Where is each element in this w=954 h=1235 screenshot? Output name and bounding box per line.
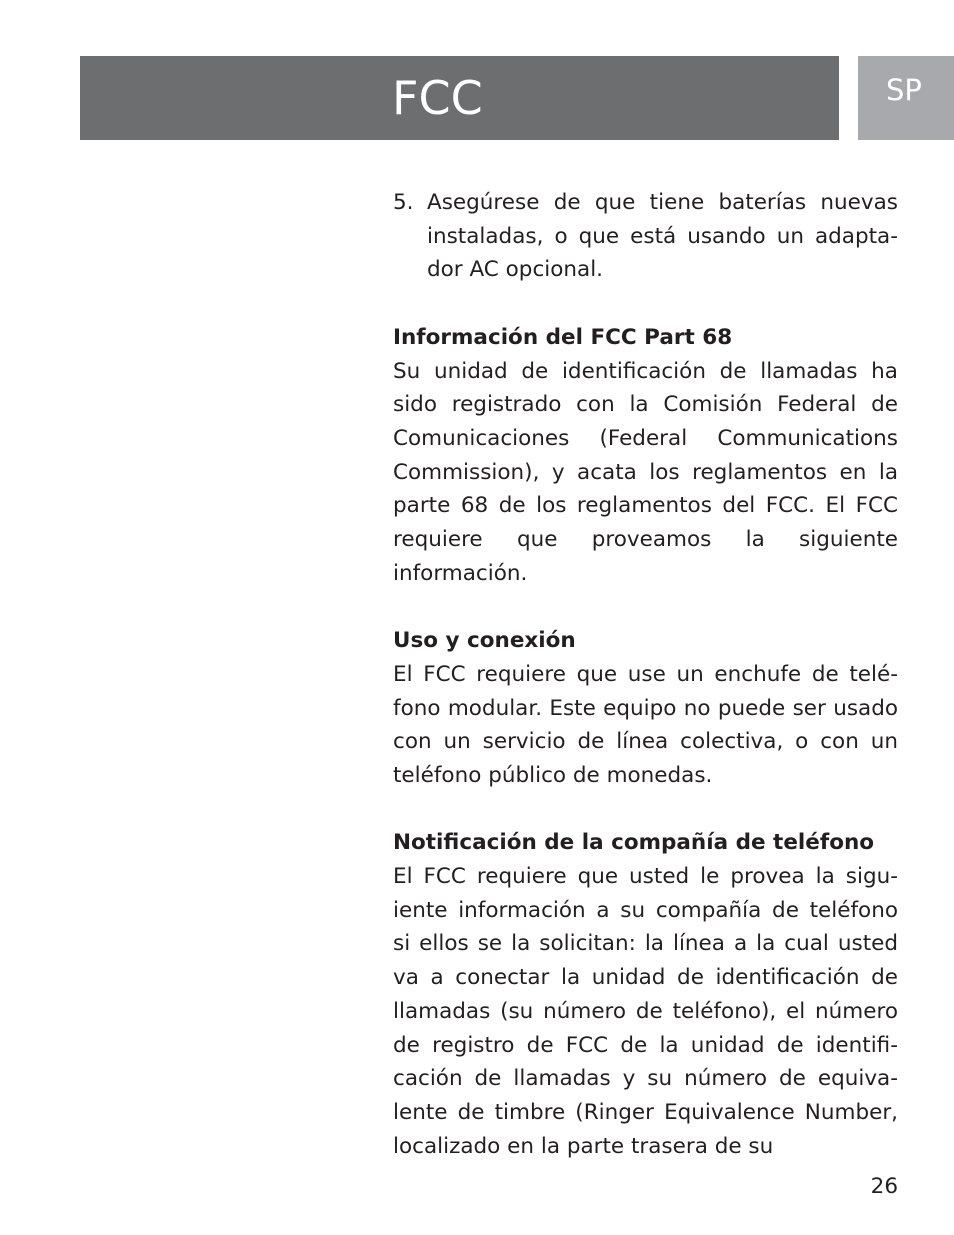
section-fcc-part-68 xyxy=(393,321,898,591)
page-title: FCC xyxy=(392,71,483,125)
section-body: El FCC requiere que use un enchufe de teléfono modular. Este equipo no puede ser usado con un servicio de línea colectiva, o con un teléfono público de monedas. xyxy=(393,661,898,788)
language-tab xyxy=(858,56,954,140)
main-content xyxy=(393,186,898,1197)
list-item xyxy=(393,186,898,287)
section-body: Su unidad de identificación de llamadas ha sido registrado con la Comisión Federal de Comunicaciones (Federal Communications Commission), y acata los reglamentos en la parte 68 de los reglamentos del FCC. El FCC requiere que proveamos la siguiente información. xyxy=(393,358,898,586)
section-heading: Notificación de la compañía de teléfono xyxy=(393,830,875,856)
section-uso-conexion xyxy=(393,624,898,793)
section-body: El FCC requiere que usted le provea la siguiente información a su compañía de teléfono si ellos se la solicitan: la línea a la cual usted va a conectar la unidad de identificación de llamadas (su número de teléfono), el número de registro de FCC de la unidad de identificación de llamadas y su número de equivalente de timbre (Ringer Equivalence Number, localizado en la parte trasera de su xyxy=(393,864,898,1159)
language-label: SP xyxy=(886,73,922,107)
section-heading: Información del FCC Part 68 xyxy=(393,324,733,350)
list-item-number: 5. xyxy=(393,190,414,215)
section-heading: Uso y conexión xyxy=(393,628,576,654)
list-item-text: Asegúrese de que tiene baterías nuevas instaladas, o que está usando un adaptador AC opcional. xyxy=(427,190,898,283)
header-bar xyxy=(80,56,839,140)
section-notificacion xyxy=(393,826,898,1163)
page-number: 26 xyxy=(870,1174,898,1199)
